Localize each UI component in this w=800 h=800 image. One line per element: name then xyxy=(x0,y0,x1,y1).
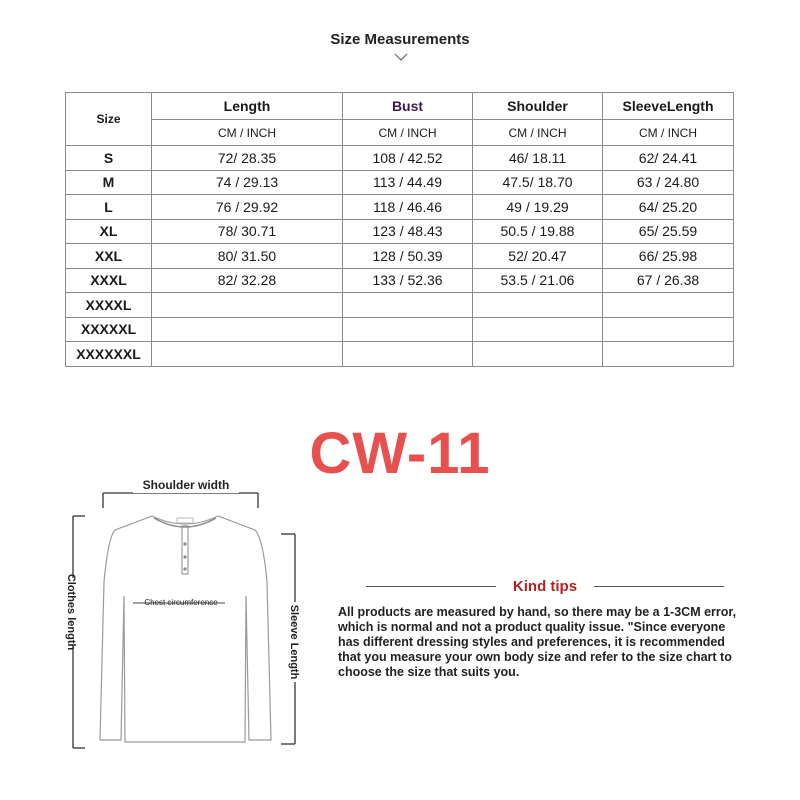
size-chart-table xyxy=(65,92,734,367)
sleeve-cell: 67 / 26.38 xyxy=(603,268,734,293)
sleeve-cell: 64/ 25.20 xyxy=(603,195,734,220)
shoulder-unit-header: CM / INCH xyxy=(473,120,603,146)
page-title: Size Measurements xyxy=(330,31,470,48)
size-cell: XXL xyxy=(66,244,152,269)
shoulder-cell: 46/ 18.11 xyxy=(473,146,603,171)
table-row xyxy=(66,195,734,220)
bust-cell xyxy=(343,342,473,367)
length-cell xyxy=(152,342,343,367)
shoulder-cell: 52/ 20.47 xyxy=(473,244,603,269)
table-row xyxy=(66,146,734,171)
length-cell: 80/ 31.50 xyxy=(152,244,343,269)
bust-cell: 123 / 48.43 xyxy=(343,219,473,244)
bust-cell: 118 / 46.46 xyxy=(343,195,473,220)
shoulder-column-header: Shoulder xyxy=(473,93,603,120)
size-column-header: Size xyxy=(66,93,152,146)
length-cell: 76 / 29.92 xyxy=(152,195,343,220)
size-cell: XXXL xyxy=(66,268,152,293)
length-cell xyxy=(152,293,343,318)
table-row xyxy=(66,219,734,244)
size-cell: XXXXXXL xyxy=(66,342,152,367)
sleeve-cell: 63 / 24.80 xyxy=(603,170,734,195)
size-cell: L xyxy=(66,195,152,220)
table-row xyxy=(66,293,734,318)
kind-tips-text xyxy=(338,605,788,680)
product-code: CW-11 xyxy=(309,421,491,486)
sleeve-cell: 66/ 25.98 xyxy=(603,244,734,269)
length-unit-header: CM / INCH xyxy=(152,120,343,146)
sleeve-cell: 62/ 24.41 xyxy=(603,146,734,171)
kind-tips-title: Kind tips xyxy=(512,578,578,595)
shoulder-cell: 49 / 19.29 xyxy=(473,195,603,220)
length-cell xyxy=(152,317,343,342)
kind-tips-header xyxy=(366,578,724,596)
size-cell: XXXXXL xyxy=(66,317,152,342)
sleeve-length-label: Sleeve Length xyxy=(288,604,300,680)
shoulder-cell xyxy=(473,317,603,342)
table-row xyxy=(66,317,734,342)
shoulder-width-label: Shoulder width xyxy=(142,478,230,492)
shoulder-cell xyxy=(473,342,603,367)
bust-cell: 133 / 52.36 xyxy=(343,268,473,293)
shoulder-cell: 50.5 / 19.88 xyxy=(473,219,603,244)
sleeve-cell xyxy=(603,342,734,367)
table-row xyxy=(66,268,734,293)
length-cell: 82/ 32.28 xyxy=(152,268,343,293)
table-unit-row xyxy=(66,120,734,146)
shoulder-cell: 53.5 / 21.06 xyxy=(473,268,603,293)
table-row xyxy=(66,170,734,195)
sleeve-cell xyxy=(603,317,734,342)
shirt-outline xyxy=(100,516,271,742)
garment-diagram xyxy=(55,472,315,772)
sleeve-cell xyxy=(603,293,734,318)
tips-line: All products are measured by hand, so there may be a 1-3CM error, xyxy=(338,605,737,619)
bust-cell: 108 / 42.52 xyxy=(343,146,473,171)
bust-cell xyxy=(343,293,473,318)
size-cell: XL xyxy=(66,219,152,244)
bust-cell: 113 / 44.49 xyxy=(343,170,473,195)
length-column-header: Length xyxy=(152,93,343,120)
shoulder-cell: 47.5/ 18.70 xyxy=(473,170,603,195)
tips-line: choose the size that suits you. xyxy=(338,665,520,679)
table-header-row xyxy=(66,93,734,120)
shoulder-cell xyxy=(473,293,603,318)
chest-circumference-label: Chest circumference xyxy=(144,598,218,607)
chevron-down-icon xyxy=(393,51,409,63)
sleeve-length-column-header: SleeveLength xyxy=(603,93,734,120)
tips-line: that you measure your own body size and refer to the size chart to xyxy=(338,650,732,664)
bust-cell: 128 / 50.39 xyxy=(343,244,473,269)
tips-line: which is normal and not a product quality issue. "Since everyone xyxy=(338,620,726,634)
length-cell: 74 / 29.13 xyxy=(152,170,343,195)
clothes-length-label: Clothes length xyxy=(65,573,77,651)
size-cell: M xyxy=(66,170,152,195)
length-cell: 78/ 30.71 xyxy=(152,219,343,244)
size-cell: S xyxy=(66,146,152,171)
tips-line: has different dressing styles and preferences, it is recommended xyxy=(338,635,725,649)
bust-unit-header: CM / INCH xyxy=(343,120,473,146)
length-cell: 72/ 28.35 xyxy=(152,146,343,171)
bust-cell xyxy=(343,317,473,342)
bust-column-header: Bust xyxy=(343,93,473,120)
size-cell: XXXXL xyxy=(66,293,152,318)
table-row xyxy=(66,342,734,367)
sleeve-cell: 65/ 25.59 xyxy=(603,219,734,244)
sleeve-length-unit-header: CM / INCH xyxy=(603,120,734,146)
table-row xyxy=(66,244,734,269)
